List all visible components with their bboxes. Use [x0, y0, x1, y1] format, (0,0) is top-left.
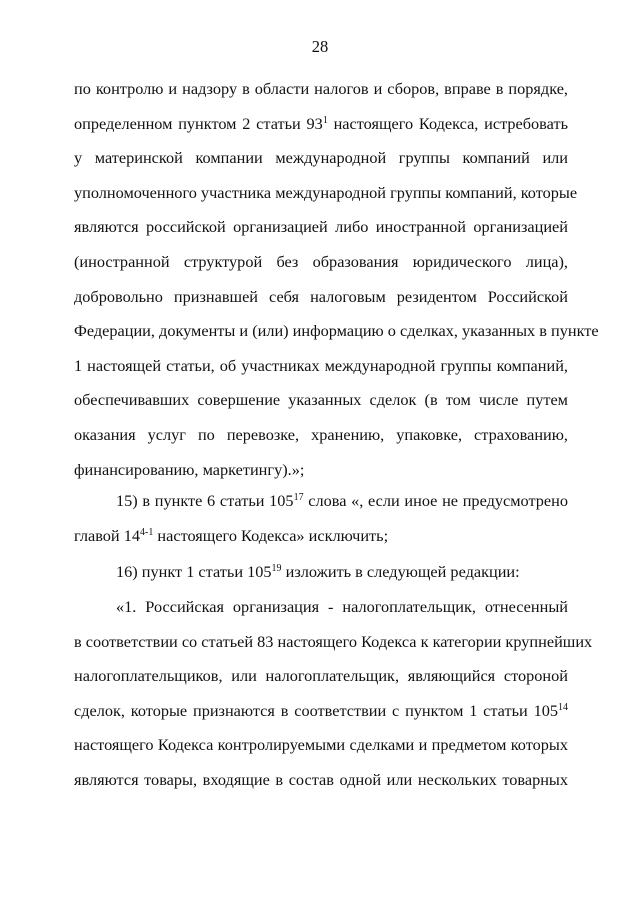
text-run: сделок, которые признаются в соответствии с пунктом 1 статьи 105	[74, 700, 558, 720]
text-run: слова «, если иное не предусмотрено	[303, 491, 568, 510]
text-line: (иностранной структурой без образования юридического лица),	[74, 251, 568, 271]
paragraph-quote	[74, 590, 593, 798]
text-run: определенном пунктом 2 статьи 93	[74, 113, 323, 133]
superscript: 14	[558, 701, 568, 713]
text-line: настоящего Кодекса контролируемыми сделками и предметом которых	[74, 735, 568, 755]
superscript: 19	[271, 563, 282, 574]
superscript: 17	[293, 492, 304, 503]
text-line: оказания услуг по перевозке, хранению, упаковке, страхованию,	[74, 424, 568, 444]
text-line: являются российской организацией либо иностранной организацией	[74, 217, 568, 237]
text-line: Федерации, документы и (или) информацию о сделках, указанных в пункте	[74, 321, 599, 341]
text-line	[74, 519, 568, 554]
text-run: настоящего Кодекса» исключить;	[153, 525, 389, 545]
paragraph-item-15	[74, 484, 568, 553]
text-line: являются товары, входящие в состав одной или нескольких товарных	[74, 769, 568, 789]
superscript: 1	[322, 114, 328, 126]
text-line: у материнской компании международной группы компаний или	[74, 148, 568, 168]
page-number: 28	[311, 37, 329, 56]
text-line: финансированию, маркетингу).»;	[74, 459, 305, 479]
text-line: уполномоченного участника международной группы компаний, которые	[74, 182, 578, 202]
text-line: «1. Российская организация - налогоплательщик, отнесенный	[116, 597, 568, 616]
paragraph-continuation	[74, 72, 599, 487]
text-line: по контролю и надзору в области налогов и сборов, вправе в порядке,	[74, 79, 568, 98]
text-line: 1 настоящей статьи, об участниках международной группы компаний,	[74, 355, 568, 375]
text-line	[74, 694, 568, 729]
text-run: главой 14	[74, 525, 140, 545]
text-line: обеспечивавших совершение указанных сделок (в том числе путем	[74, 390, 568, 410]
text-line	[74, 484, 568, 519]
text-run: настоящего Кодекса, истребовать	[327, 113, 568, 133]
text-run: изложить в следующей редакции:	[281, 562, 520, 581]
text-run: 15) в пункте 6 статьи 105	[116, 491, 294, 510]
text-line	[74, 107, 568, 142]
text-run: 16) пункт 1 статьи 105	[116, 562, 272, 581]
text-line	[74, 555, 568, 590]
text-line: налогоплательщиков, или налогоплательщик, являющийся стороной	[74, 666, 568, 686]
superscript: 4-1	[139, 526, 154, 538]
text-line: в соответствии со статьей 83 настоящего Кодекса к категории крупнейших	[74, 631, 593, 651]
paragraph-item-16	[74, 555, 568, 590]
text-line: добровольно признавшей себя налоговым резидентом Российской	[74, 286, 568, 306]
